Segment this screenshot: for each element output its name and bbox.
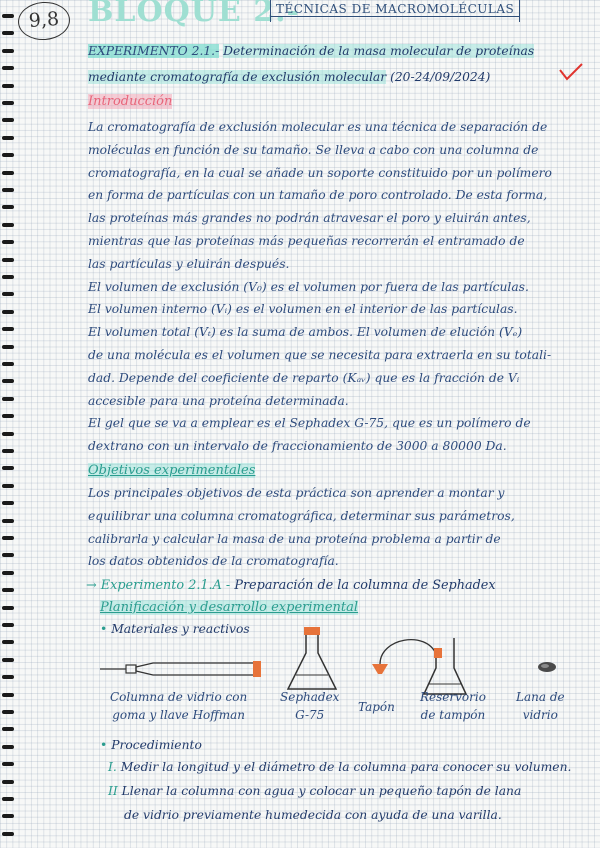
caption-sephadex-line2: G-75: [295, 708, 325, 722]
spiral-ring: [2, 49, 14, 53]
sub-experiment-heading: [86, 578, 496, 593]
spiral-ring: [2, 223, 14, 227]
spiral-ring: [2, 310, 14, 314]
spiral-ring: [2, 275, 14, 279]
spiral-ring: [2, 484, 14, 488]
spiral-ring: [2, 710, 14, 714]
spiral-ring: [2, 362, 14, 366]
step-1-number: I.: [108, 760, 117, 774]
spiral-ring: [2, 136, 14, 140]
spiral-ring: [2, 814, 14, 818]
procedure-label: Procedimiento: [111, 738, 202, 752]
spiral-ring: [2, 397, 14, 401]
caption-glass-wool-line1: Lana de: [516, 690, 565, 704]
intro-line: La cromatografía de exclusión molecular es una técnica de separación de: [88, 120, 548, 134]
experiment-heading-line1: [88, 44, 534, 58]
intro-line: las partículas y eluirán después.: [88, 256, 290, 271]
intro-line: en forma de partículas con un tamaño de poro controlado. De esta forma,: [88, 188, 548, 203]
caption-glass-wool-line2: vidrio: [522, 708, 558, 722]
planning-heading: Planificación y desarrollo experimental: [100, 600, 359, 615]
spiral-ring: [2, 536, 14, 540]
intro-line: cromatografía, en la cual se añade un soporte constituido por un polímero: [88, 165, 552, 180]
spiral-ring: [2, 606, 14, 610]
step-1: [108, 760, 571, 774]
objectives-heading: Objetivos experimentales: [88, 463, 256, 478]
spiral-ring: [2, 101, 14, 105]
spiral-ring: [2, 327, 14, 331]
spiral-ring: [2, 762, 14, 766]
spiral-ring: [2, 449, 14, 453]
spiral-ring: [2, 675, 14, 679]
spiral-ring: [2, 797, 14, 801]
block-subtitle: TÉCNICAS DE MACROMOLÉCULAS: [270, 2, 520, 17]
intro-line: El volumen total (Vₜ) es la suma de ambos. El volumen de elución (Vₑ): [88, 325, 523, 340]
caption-column-line1: Columna de vidrio con: [110, 690, 248, 704]
intro-line: El volumen de exclusión (V₀) es el volumen por fuera de las partículas.: [88, 279, 529, 294]
glass-column-icon: [98, 655, 268, 685]
materials-item: [100, 622, 250, 636]
step-1-text: Medir la longitud y el diámetro de la columna para conocer su volumen.: [120, 760, 572, 774]
experiment-heading-line2: [88, 70, 490, 84]
intro-heading: Introducción: [88, 94, 173, 109]
spiral-ring: [2, 153, 14, 157]
spiral-ring: [2, 205, 14, 209]
caption-stopper-line1: Tapón: [358, 700, 395, 714]
experiment-prefix: EXPERIMENTO 2.1.-: [88, 44, 220, 58]
caption-stopper: [358, 700, 395, 714]
caption-column-line2: goma y llave Hoffman: [112, 708, 246, 722]
spiral-ring: [2, 292, 14, 296]
spiral-ring: [2, 571, 14, 575]
spiral-ring: [2, 188, 14, 192]
spiral-ring: [2, 240, 14, 244]
intro-line: mientras que las proteínas más pequeñas recorrerán el entramado de: [88, 234, 525, 248]
spiral-ring: [2, 66, 14, 70]
spiral-ring: [2, 727, 14, 731]
spiral-ring: [2, 693, 14, 697]
objectives-line: equilibrar una columna cromatográfica, determinar sus parámetros,: [88, 508, 515, 523]
step-2: [108, 784, 521, 798]
caption-column: [110, 690, 247, 722]
spiral-ring: [2, 466, 14, 470]
bullet: •: [100, 622, 108, 636]
caption-sephadex-line1: Sephadex: [280, 690, 340, 704]
experiment-title-part2: mediante cromatografía de exclusión molecular: [88, 70, 387, 84]
sub-experiment-prefix: → Experimento 2.1.A -: [86, 578, 231, 593]
spiral-ring: [2, 118, 14, 122]
objectives-line: calibrarla y calcular la masa de una proteína problema a partir de: [88, 531, 501, 546]
spiral-ring: [2, 501, 14, 505]
spiral-ring: [2, 588, 14, 592]
intro-line: moléculas en función de su tamaño. Se lleva a cabo con una columna de: [88, 142, 539, 157]
spiral-ring: [2, 171, 14, 175]
spiral-ring: [2, 640, 14, 644]
intro-line: dextrano con un intervalo de fraccionamiento de 3000 a 80000 Da.: [88, 439, 507, 454]
spiral-ring: [2, 414, 14, 418]
spiral-ring: [2, 379, 14, 383]
spiral-ring: [2, 432, 14, 436]
glass-wool-icon: [536, 660, 558, 674]
spiral-ring: [2, 553, 14, 557]
spiral-ring: [2, 31, 14, 35]
spiral-ring: [2, 623, 14, 627]
spiral-ring: [2, 745, 14, 749]
caption-reservoir: [420, 690, 486, 722]
bullet: •: [100, 738, 108, 752]
intro-line: de una molécula es el volumen que se necesita para extraerla en su totali-: [88, 348, 552, 362]
spiral-ring: [2, 519, 14, 523]
spiral-ring: [2, 780, 14, 784]
caption-reservoir-line1: Reservorio: [420, 690, 486, 704]
step-2-number: II: [108, 784, 118, 798]
notebook-spiral-binding: [0, 0, 16, 848]
objectives-line: Los principales objetivos de esta práctica son aprender a montar y: [88, 486, 505, 500]
spiral-ring: [2, 345, 14, 349]
experiment-dates: (20-24/09/2024): [390, 70, 491, 84]
spiral-ring: [2, 658, 14, 662]
caption-sephadex: [280, 690, 339, 722]
checkmark-icon: [558, 62, 584, 82]
objectives-line: los datos obtenidos de la cromatografía.: [88, 554, 339, 569]
sub-experiment-title: Preparación de la columna de Sephadex: [234, 578, 496, 593]
block-title: BLOQUE 2.-: [88, 0, 300, 29]
spiral-ring: [2, 258, 14, 262]
intro-line: accesible para una proteína determinada.: [88, 393, 349, 408]
spiral-ring: [2, 84, 14, 88]
procedure-item: [100, 738, 202, 752]
caption-reservoir-line2: de tampón: [420, 708, 486, 722]
intro-line: dad. Depende del coeficiente de reparto (Kₐᵥ) que es la fracción de Vᵢ: [88, 370, 520, 385]
spiral-ring: [2, 832, 14, 836]
spiral-ring: [2, 14, 14, 18]
intro-line: las proteínas más grandes no podrán atravesar el poro y eluirán antes,: [88, 211, 531, 226]
grade-circle: 9,8: [17, 0, 72, 42]
materials-label: Materiales y reactivos: [111, 622, 250, 636]
experiment-title-part1: Determinación de la masa molecular de proteínas: [223, 44, 535, 58]
intro-line: El gel que se va a emplear es el Sephadex G-75, que es un polímero de: [88, 416, 531, 431]
step-2-text-line2: de vidrio previamente humedecida con ayuda de una varilla.: [124, 808, 502, 822]
sephadex-flask-icon: [282, 625, 342, 695]
intro-line: El volumen interno (Vᵢ) es el volumen en el interior de las partículas.: [88, 302, 518, 317]
step-2-text-line1: Llenar la columna con agua y colocar un pequeño tapón de lana: [121, 784, 522, 798]
caption-glass-wool: [516, 690, 565, 722]
